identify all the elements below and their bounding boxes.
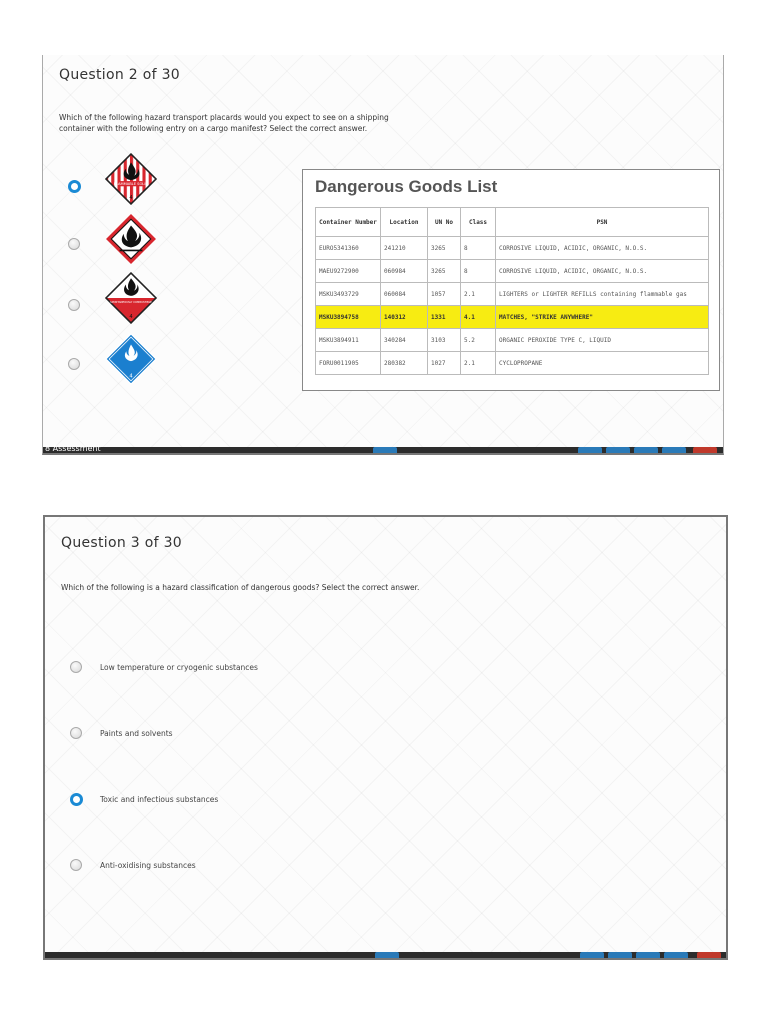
table-cell: 2.1: [461, 352, 496, 375]
table-cell: 5.2: [461, 329, 496, 352]
table-cell: CORROSIVE LIQUID, ACIDIC, ORGANIC, N.O.S.: [496, 237, 709, 260]
table-cell: 1027: [428, 352, 461, 375]
status-button[interactable]: [634, 447, 658, 453]
table-cell: MATCHES, "STRIKE ANYWHERE": [496, 306, 709, 329]
svg-text:FLAMMABLE SOLID: FLAMMABLE SOLID: [113, 182, 149, 187]
status-button[interactable]: [608, 952, 632, 958]
flammable-solid-placard-icon[interactable]: [105, 153, 157, 205]
question-title: Question 3 of 30: [61, 535, 182, 551]
status-button[interactable]: [375, 952, 399, 958]
dangerous-goods-list: [302, 169, 720, 391]
col-psn: PSN: [496, 208, 709, 237]
table-cell: MAEU9272900: [316, 260, 381, 283]
table-cell: 2.1: [461, 283, 496, 306]
option-a-radio[interactable]: [68, 180, 81, 193]
option-a-radio[interactable]: [70, 661, 82, 673]
status-button[interactable]: [580, 952, 604, 958]
table-cell: MSKU3493729: [316, 283, 381, 306]
table-row: [316, 329, 709, 352]
status-button[interactable]: [636, 952, 660, 958]
dangerous-when-wet-placard-icon[interactable]: [105, 333, 157, 385]
option-b-radio[interactable]: [68, 238, 80, 250]
svg-text:4: 4: [129, 373, 133, 380]
table-row: [316, 306, 709, 329]
table-cell: 3265: [428, 237, 461, 260]
table-cell: 241210: [381, 237, 428, 260]
status-button[interactable]: [578, 447, 602, 453]
question-text: Which of the following is a hazard classification of dangerous goods? Select the correct answer.: [61, 583, 420, 592]
question-text-line-2: container with the following entry on a cargo manifest? Select the correct answer.: [59, 124, 368, 133]
status-bar: [45, 952, 726, 958]
table-row: [316, 352, 709, 375]
table-cell: 3265: [428, 260, 461, 283]
close-button[interactable]: [693, 447, 717, 453]
close-button[interactable]: [697, 952, 721, 958]
table-cell: MSKU3894758: [316, 306, 381, 329]
table-cell: 8: [461, 260, 496, 283]
option-d-label[interactable]: Anti-oxidising substances: [100, 861, 196, 870]
question-text: [59, 112, 389, 134]
option-c-label[interactable]: Toxic and infectious substances: [100, 795, 219, 804]
option-c-radio[interactable]: [68, 299, 80, 311]
table-cell: 3103: [428, 329, 461, 352]
status-button[interactable]: [664, 952, 688, 958]
table-cell: 060084: [381, 283, 428, 306]
status-bar: [43, 444, 723, 453]
svg-text:4: 4: [129, 313, 133, 320]
table-row: [316, 260, 709, 283]
table-cell: LIGHTERS or LIGHTER REFILLS containing flammable gas: [496, 283, 709, 306]
table-cell: EURO5341360: [316, 237, 381, 260]
question-2-panel: [42, 55, 724, 455]
status-button[interactable]: [606, 447, 630, 453]
table-cell: 1331: [428, 306, 461, 329]
option-a-label[interactable]: Low temperature or cryogenic substances: [100, 663, 258, 672]
table-cell: 340284: [381, 329, 428, 352]
question-3-panel: [43, 515, 728, 960]
status-button[interactable]: [662, 447, 686, 453]
table-header-row: [316, 208, 709, 237]
table-cell: 4.1: [461, 306, 496, 329]
option-c-radio[interactable]: [70, 793, 83, 806]
table-row: [316, 283, 709, 306]
svg-text:SPONTANEOUSLY COMBUSTIBLE: SPONTANEOUSLY COMBUSTIBLE: [110, 301, 152, 305]
table-cell: FORU0011905: [316, 352, 381, 375]
status-button[interactable]: [373, 447, 397, 453]
svg-text:4: 4: [129, 194, 133, 201]
col-un-no: UN No: [428, 208, 461, 237]
question-title: Question 2 of 30: [59, 67, 180, 83]
table-cell: 060984: [381, 260, 428, 283]
table-cell: 1057: [428, 283, 461, 306]
col-container-number: Container Number: [316, 208, 381, 237]
flame-placard-icon[interactable]: [105, 213, 157, 265]
table-cell: ORGANIC PEROXIDE TYPE C, LIQUID: [496, 329, 709, 352]
option-b-label[interactable]: Paints and solvents: [100, 729, 173, 738]
table-cell: 280382: [381, 352, 428, 375]
table-cell: CORROSIVE LIQUID, ACIDIC, ORGANIC, N.O.S.: [496, 260, 709, 283]
spontaneously-combustible-placard-icon[interactable]: [105, 272, 157, 324]
dgl-title: Dangerous Goods List: [315, 177, 498, 196]
table-cell: 8: [461, 237, 496, 260]
option-d-radio[interactable]: [70, 859, 82, 871]
table-row: [316, 237, 709, 260]
option-d-radio[interactable]: [68, 358, 80, 370]
dgl-table: [315, 207, 709, 375]
table-cell: MSKU3894911: [316, 329, 381, 352]
option-b-radio[interactable]: [70, 727, 82, 739]
table-cell: CYCLOPROPANE: [496, 352, 709, 375]
table-cell: 140312: [381, 306, 428, 329]
col-location: Location: [381, 208, 428, 237]
status-label: 8 Assessment: [45, 444, 101, 453]
question-text-line-1: Which of the following hazard transport placards would you expect to see on a shipping: [59, 113, 389, 122]
col-class: Class: [461, 208, 496, 237]
